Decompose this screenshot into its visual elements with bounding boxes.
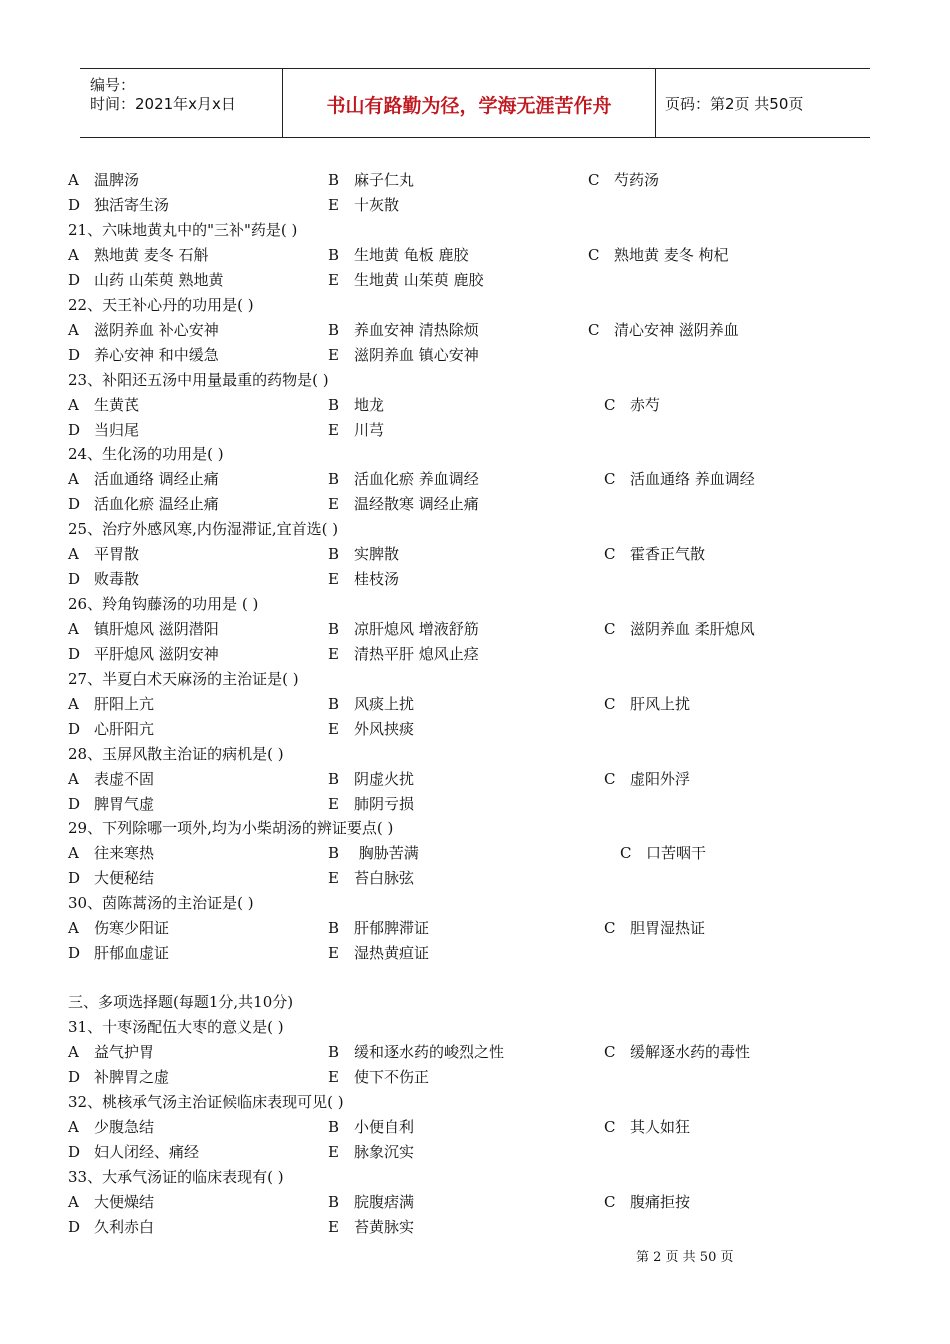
option-d: D 心肝阳亢 (68, 719, 155, 738)
option-d: D 大便秘结 (68, 869, 155, 888)
option-row (0, 542, 950, 566)
option-row (0, 193, 950, 217)
option-e: E 使下不伤正 (328, 1068, 430, 1086)
option-b: B 生地黄 龟板 鹿胶 (328, 246, 469, 264)
option-b: B 阴虚火扰 (328, 769, 415, 788)
page-footer: 第 2 页 共 50 页 (636, 1250, 734, 1265)
option-e: E 桂枝汤 (328, 570, 400, 589)
page-header (80, 68, 870, 138)
option-e: E 十灰散 (328, 196, 400, 214)
option-a: A 益气护胃 (68, 1043, 155, 1061)
option-d: D 活血化瘀 温经止痛 (68, 495, 219, 514)
header-right-cell (655, 69, 870, 137)
option-c: C 口苦咽干 (620, 844, 707, 863)
option-a: A 往来寒热 (68, 844, 155, 863)
option-c: C 虚阳外浮 (604, 769, 691, 788)
option-c: C 清心安神 滋阴养血 (588, 320, 739, 339)
option-b: B 养血安神 清热除烦 (328, 320, 479, 339)
option-c: C 活血通络 养血调经 (604, 470, 755, 489)
option-d: D 妇人闭经、痛经 (68, 1142, 200, 1161)
option-a: A 大便燥结 (68, 1192, 155, 1211)
option-e: E 苔黄脉实 (328, 1217, 415, 1236)
option-row (0, 1215, 950, 1239)
question-stem: 32、桃核承气汤主治证候临床表现可见( ) (68, 1092, 344, 1111)
option-row (0, 642, 950, 666)
option-c: C 肝风上扰 (604, 694, 691, 713)
page-label: 页码：第2页 共50页 (665, 95, 804, 113)
header-center-cell (282, 69, 656, 137)
option-c: C 胆胃湿热证 (604, 919, 706, 938)
option-row (0, 343, 950, 367)
option-d: D 补脾胃之虚 (68, 1068, 170, 1086)
option-c: C 缓解逐水药的毒性 (604, 1043, 751, 1061)
option-row (0, 866, 950, 890)
option-row (0, 567, 950, 591)
question-stem: 33、大承气汤证的临床表现有( ) (68, 1167, 284, 1186)
option-a: A 熟地黄 麦冬 石斛 (68, 246, 209, 264)
option-e: E 温经散寒 调经止痛 (328, 495, 479, 514)
option-row (0, 916, 950, 940)
question-stem: 26、羚角钩藤汤的功用是 ( ) (68, 595, 259, 613)
option-row (0, 767, 950, 791)
option-a: A 肝阳上亢 (68, 694, 155, 713)
motto: 书山有路勤为径，学海无涯苦作舟 (326, 95, 612, 117)
option-row (0, 1040, 950, 1064)
option-e: E 苔白脉弦 (328, 869, 415, 888)
question-stem: 28、玉屏风散主治证的病机是( ) (68, 744, 284, 763)
question-stem: 23、补阳还五汤中用量最重的药物是( ) (68, 370, 329, 389)
option-c: C 芍药汤 (588, 171, 660, 189)
option-a: A 表虚不固 (68, 769, 155, 788)
option-b: B 缓和逐水药的峻烈之性 (328, 1043, 505, 1061)
option-row (0, 492, 950, 516)
question-stem: 27、半夏白术天麻汤的主治证是( ) (68, 669, 299, 688)
option-d: D 当归尾 (68, 420, 140, 439)
option-b: B 实脾散 (328, 545, 400, 564)
option-e: E 湿热黄疸证 (328, 944, 430, 963)
option-c: C 滋阴养血 柔肝熄风 (604, 620, 755, 638)
option-d: D 独活寄生汤 (68, 196, 170, 214)
option-row (0, 1140, 950, 1164)
option-a: A 镇肝熄风 滋阴潜阳 (68, 620, 219, 638)
option-a: A 平胃散 (68, 545, 140, 564)
option-b: B 地龙 (328, 395, 385, 414)
option-c: C 其人如狂 (604, 1117, 691, 1136)
option-e: E 脉象沉实 (328, 1142, 415, 1161)
option-a: A 滋阴养血 补心安神 (68, 320, 219, 339)
option-c: C 熟地黄 麦冬 枸杞 (588, 246, 729, 264)
option-row (0, 467, 950, 491)
option-c: C 赤芍 (604, 395, 661, 414)
option-row (0, 418, 950, 442)
option-b: B 活血化瘀 养血调经 (328, 470, 479, 489)
option-row (0, 1065, 950, 1089)
option-b: B 脘腹痞满 (328, 1192, 415, 1211)
question-stem: 29、下列除哪一项外,均为小柴胡汤的辨证要点( ) (68, 819, 394, 838)
option-b: B 肝郁脾滞证 (328, 919, 430, 938)
option-b: B 小便自利 (328, 1117, 415, 1136)
option-row (0, 318, 950, 342)
option-b: B 凉肝熄风 增液舒筋 (328, 620, 479, 638)
option-row (0, 792, 950, 816)
question-stem: 24、生化汤的功用是( ) (68, 445, 224, 464)
option-e: E 清热平肝 熄风止痉 (328, 645, 479, 663)
option-row (0, 692, 950, 716)
option-a: A 伤寒少阳证 (68, 919, 170, 938)
option-b: B 风痰上扰 (328, 694, 415, 713)
question-stem: 25、治疗外感风寒,内伤湿滞证,宜首选( ) (68, 520, 339, 539)
option-d: D 脾胃气虚 (68, 794, 155, 813)
option-d: D 败毒散 (68, 570, 140, 589)
option-row (0, 1115, 950, 1139)
option-c: C 霍香正气散 (604, 545, 706, 564)
option-a: A 少腹急结 (68, 1117, 155, 1136)
question-stem: 30、茵陈蒿汤的主治证是( ) (68, 894, 254, 913)
question-stem: 21、六味地黄丸中的"三补"药是( ) (68, 221, 298, 239)
option-d: D 久利赤白 (68, 1217, 155, 1236)
option-c: C 腹痛拒按 (604, 1192, 691, 1211)
option-row (0, 393, 950, 417)
option-row (0, 717, 950, 741)
option-row (0, 243, 950, 267)
option-e: E 外风挟痰 (328, 719, 415, 738)
time-label: 时间：2021年x月x日 (90, 95, 236, 113)
question-stem: 22、天王补心丹的功用是( ) (68, 295, 254, 314)
option-row (0, 168, 950, 192)
option-b: B 胸胁苦满 (328, 844, 419, 863)
option-row (0, 1190, 950, 1214)
option-d: D 肝郁血虚证 (68, 944, 170, 963)
section-heading: 三、多项选择题(每题1分,共10分) (68, 993, 294, 1011)
header-left-cell (80, 69, 282, 137)
option-row (0, 841, 950, 865)
option-d: D 养心安神 和中缓急 (68, 345, 219, 364)
option-e: E 川芎 (328, 420, 385, 439)
option-e: E 肺阴亏损 (328, 794, 415, 813)
option-row (0, 617, 950, 641)
option-row (0, 941, 950, 965)
option-e: E 生地黄 山茱萸 鹿胶 (328, 271, 484, 289)
option-e: E 滋阴养血 镇心安神 (328, 345, 479, 364)
option-a: A 生黄芪 (68, 395, 140, 414)
option-d: D 平肝熄风 滋阴安神 (68, 645, 219, 663)
option-d: D 山药 山茱萸 熟地黄 (68, 271, 224, 289)
code-label: 编号： (90, 76, 136, 94)
option-b: B 麻子仁丸 (328, 171, 415, 189)
option-row (0, 268, 950, 292)
option-a: A 活血通络 调经止痛 (68, 470, 219, 489)
question-stem: 31、十枣汤配伍大枣的意义是( ) (68, 1018, 284, 1036)
option-a: A 温脾汤 (68, 171, 140, 189)
